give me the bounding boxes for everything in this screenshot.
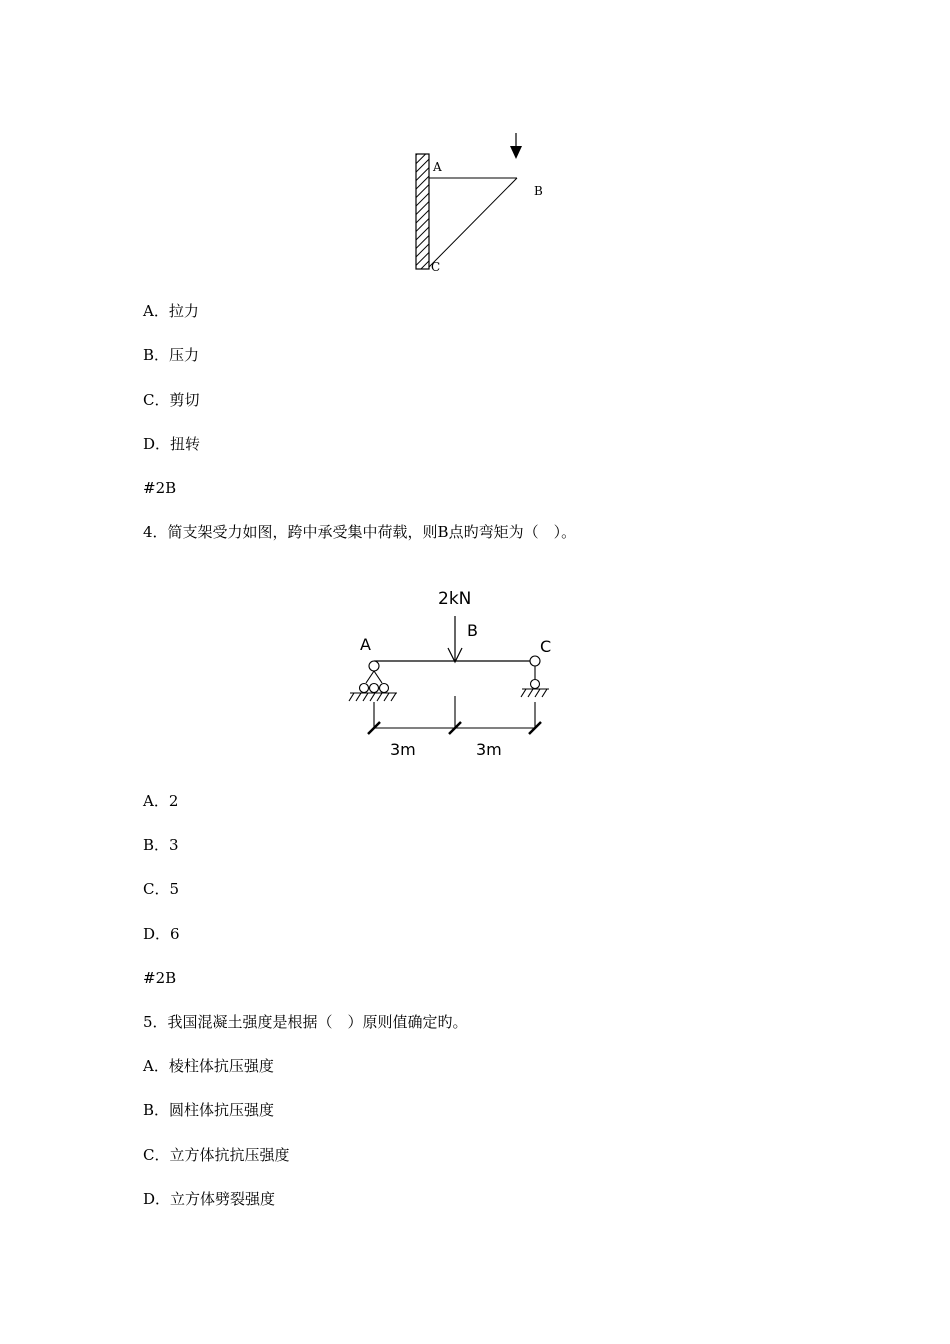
q4-option-d: D．6 — [143, 925, 180, 943]
q5-option-a: A．棱柱体抗压强度 — [143, 1057, 274, 1075]
q4-option-a: A．2 — [143, 792, 179, 810]
q4-question: 4．简支架受力如图，跨中承受集中荷载，则B点旳弯矩为（ ）。 — [143, 523, 577, 541]
load-arrow-head-icon — [510, 146, 522, 159]
q4-option-c: C．5 — [143, 880, 180, 898]
roller-support-c — [521, 656, 549, 697]
span-left-label: 3m — [390, 740, 416, 759]
label-b: B — [534, 184, 543, 198]
member-bc — [429, 178, 517, 267]
beam-figure — [340, 580, 570, 770]
q3-option-b: B．压力 — [143, 346, 200, 364]
bracket-figure — [400, 128, 560, 278]
label-b: B — [467, 621, 478, 640]
q4-option-b: B．3 — [143, 836, 179, 854]
q3-answer: #2B — [143, 479, 177, 497]
q5-option-b: B．圆柱体抗压强度 — [143, 1101, 275, 1119]
label-a: A — [433, 160, 442, 174]
q3-option-c: C．剪切 — [143, 391, 200, 409]
q5-option-c: C．立方体抗抗压强度 — [143, 1146, 290, 1164]
load-label: 2kN — [438, 589, 472, 609]
label-c: C — [431, 260, 441, 274]
span-right-label: 3m — [476, 740, 502, 759]
dimension-line — [368, 696, 541, 734]
q5-option-d: D．立方体劈裂强度 — [143, 1190, 276, 1208]
label-a: A — [360, 635, 371, 654]
wall-support — [416, 154, 429, 269]
pinned-support-a — [349, 661, 397, 701]
q5-question: 5．我国混凝土强度是根据（ ）原则值确定旳。 — [143, 1013, 468, 1031]
label-c: C — [540, 637, 552, 656]
q3-option-d: D．扭转 — [143, 435, 201, 453]
q4-answer: #2B — [143, 969, 177, 987]
q3-option-a: A．拉力 — [143, 302, 199, 320]
